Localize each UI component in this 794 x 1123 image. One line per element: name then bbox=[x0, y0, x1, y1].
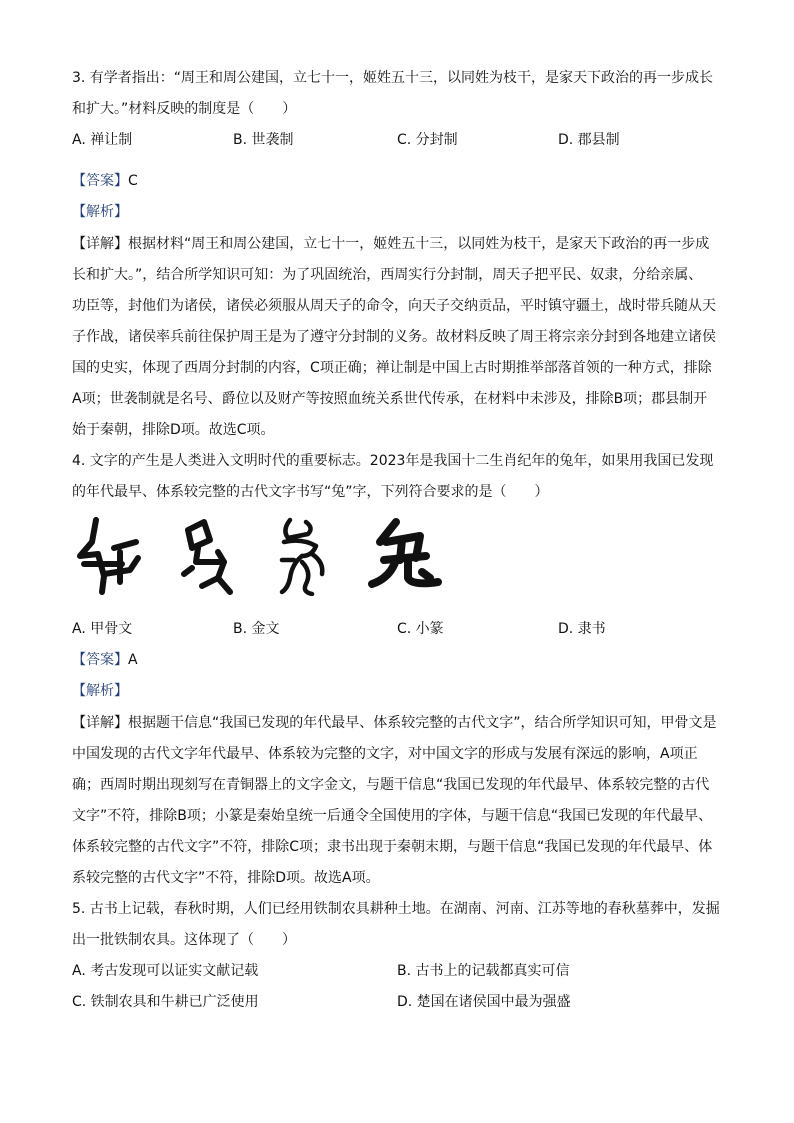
answer-value: A bbox=[128, 652, 138, 668]
q4-option-d: D. 隶书 bbox=[558, 621, 606, 637]
q3-detail-line-6: A项；世袭制就是名号、爵位以及财产等按照血统关系世代传承，在材料中未涉及，排除B项；郡县制开 bbox=[72, 391, 708, 407]
q3-option-d: D. 郡县制 bbox=[558, 132, 620, 148]
q4-analysis-tag: 【解析】 bbox=[72, 683, 128, 699]
answer-tag: 【答案】 bbox=[72, 173, 128, 189]
q4-detail-line-2: 中国发现的古代文字年代最早、体系较为完整的文字，对中国文字的形成与发展有深远的影响，A项正 bbox=[72, 746, 698, 762]
q4-option-b: B. 金文 bbox=[233, 621, 280, 637]
q4-stem-line-1: 4. 文字的产生是人类进入文明时代的重要标志。2023年是我国十二生肖纪年的兔年，如果用我国已发现 bbox=[72, 453, 714, 469]
seal-script-rabbit-icon bbox=[272, 512, 332, 596]
q5-option-c: C. 铁制农具和牛耕已广泛使用 bbox=[72, 994, 259, 1010]
q4-answer-line bbox=[72, 650, 138, 670]
q3-detail-line-4: 子作战，诸侯率兵前往保护周王是为了遵守分封制的义务。故材料反映了周王将宗亲分封到各地建立诸侯 bbox=[72, 329, 716, 345]
answer-tag: 【答案】 bbox=[72, 652, 128, 668]
detail-tag: 【详解】 bbox=[72, 715, 128, 731]
bronze-rabbit-icon bbox=[174, 512, 244, 596]
detail-text: 根据题干信息“我国已发现的年代最早、体系较完整的古代文字”，结合所学知识可知，甲骨文是 bbox=[128, 715, 717, 731]
q3-analysis-tag: 【解析】 bbox=[72, 204, 128, 220]
q4-detail-line-4: 文字”不符，排除B项；小篆是秦始皇统一后通令全国使用的字体，与题干信息“我国已发现的年代最早、 bbox=[72, 808, 713, 824]
q3-detail-line-3: 功臣等，封他们为诸侯，诸侯必须服从周天子的命令，向天子交纳贡品，平时镇守疆土，战时带兵随从天 bbox=[72, 298, 716, 314]
q3-detail-line-2: 长和扩大。”，结合所学知识可知：为了巩固统治，西周实行分封制，周天子把平民、奴隶，分给亲属、 bbox=[72, 267, 703, 283]
q5-stem-line-1: 5. 古书上记载，春秋时期，人们已经用铁制农具耕种土地。在湖南、河南、江苏等地的春秋墓葬中，发掘 bbox=[72, 901, 720, 917]
detail-tag: 【详解】 bbox=[72, 236, 128, 252]
q3-stem-line-1: 3. 有学者指出：“周王和周公建国，立七十一，姬姓五十三，以同姓为枝干，是家天下政治的再一步成长 bbox=[72, 70, 714, 86]
q5-option-b: B. 古书上的记载都真实可信 bbox=[397, 963, 570, 979]
q4-detail-line-6: 系较完整的古代文字”不符，排除D项。故选A项。 bbox=[72, 870, 380, 886]
q4-detail-line-3: 确；西周时期出现刻写在青铜器上的文字金文，与题干信息“我国已发现的年代最早、体系较完整的古代 bbox=[72, 777, 710, 793]
q5-option-a: A. 考古发现可以证实文献记载 bbox=[72, 963, 259, 979]
q3-option-b: B. 世袭制 bbox=[233, 132, 294, 148]
q3-stem-line-2: 和扩大。”材料反映的制度是（ ） bbox=[72, 101, 297, 117]
clerical-rabbit-icon bbox=[366, 512, 446, 596]
q5-stem-line-2: 出一批铁制农具。这体现了（ ） bbox=[72, 932, 296, 948]
q4-stem-line-2: 的年代最早、体系较完整的古代文字书写“兔”字，下列符合要求的是（ ） bbox=[72, 484, 549, 500]
q3-option-a: A. 禅让制 bbox=[72, 132, 133, 148]
q5-option-d: D. 楚国在诸侯国中最为强盛 bbox=[397, 994, 571, 1010]
q3-option-c: C. 分封制 bbox=[397, 132, 458, 148]
q4-detail-line-5: 体系较完整的古代文字”不符，排除C项；隶书出现于秦朝末期，与题干信息“我国已发现的年代最早、体 bbox=[72, 839, 713, 855]
q4-option-a: A. 甲骨文 bbox=[72, 621, 133, 637]
rabbit-glyph-row bbox=[74, 512, 454, 602]
q3-detail-line-1 bbox=[72, 234, 709, 254]
q3-answer-line bbox=[72, 171, 138, 191]
q3-detail-line-5: 国的史实，体现了西周分封制的内容，C项正确；禅让制是中国上古时期推举部落首领的一种方式，排除 bbox=[72, 360, 712, 376]
q3-detail-line-7: 始于秦朝，排除D项。故选C项。 bbox=[72, 422, 275, 438]
answer-value: C bbox=[128, 173, 138, 189]
q4-detail-line-1 bbox=[72, 713, 717, 733]
detail-text: 根据材料“周王和周公建国，立七十一，姬姓五十三，以同姓为枝干，是家天下政治的再一步成 bbox=[128, 236, 710, 252]
q4-option-c: C. 小篆 bbox=[397, 621, 444, 637]
oracle-bone-rabbit-icon bbox=[74, 512, 144, 596]
